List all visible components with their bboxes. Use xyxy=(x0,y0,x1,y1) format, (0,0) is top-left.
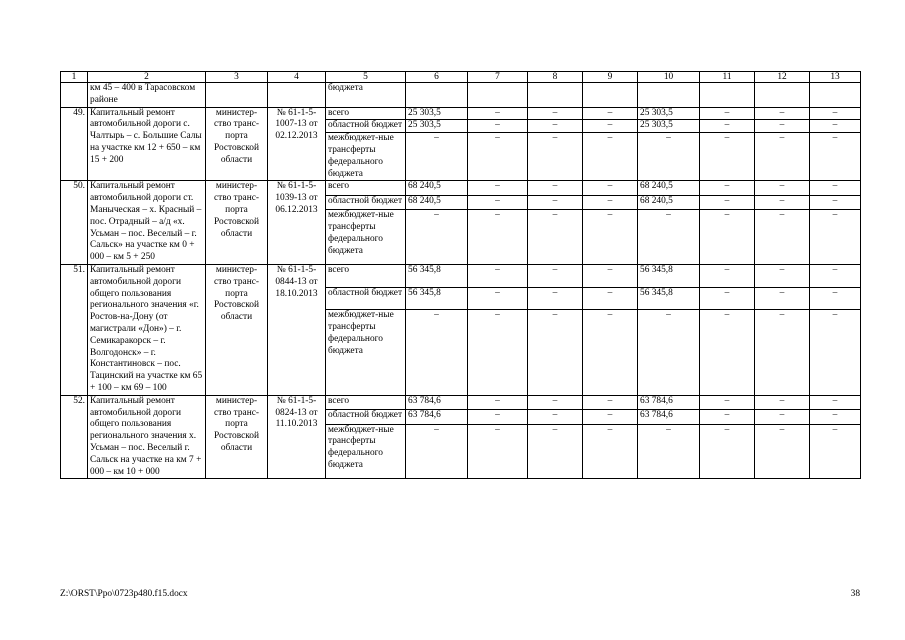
dash-cell: – xyxy=(755,310,810,395)
source-label: всего xyxy=(326,107,406,120)
file-path: Z:\ORST\Ppo\0723p480.f15.docx xyxy=(60,589,188,599)
dash-cell: – xyxy=(755,120,810,133)
amount-col10: 25 303,5 xyxy=(638,107,700,120)
object-row xyxy=(61,107,861,120)
dash-cell: – xyxy=(810,264,861,287)
dash-cell: – xyxy=(406,210,468,265)
cell xyxy=(810,83,861,108)
dash-cell: – xyxy=(468,395,528,409)
dash-cell: – xyxy=(583,310,638,395)
dash-cell: – xyxy=(700,120,755,133)
amount-col10: 63 784,6 xyxy=(638,410,700,424)
document-ref: № 61-1-5-1039-13 от 06.12.2013 xyxy=(268,181,326,265)
source-label: всего xyxy=(326,181,406,195)
amount-regional: 63 784,6 xyxy=(406,410,468,424)
dash-cell: – xyxy=(583,287,638,310)
cell xyxy=(406,83,468,108)
dash-cell: – xyxy=(755,181,810,195)
object-name: Капитальный ремонт автомобильной дороги ст. Маныческая – х. Красный – пос. Отрадный – а/д «х. Усьман – пос. Веселый – г. Сальск» на участке км 0 + 000 – км 5 + 250 xyxy=(88,181,206,265)
header-cell: 11 xyxy=(700,72,755,83)
document-ref: № 61-1-5-0824-13 от 11.10.2013 xyxy=(268,395,326,479)
dash-cell: – xyxy=(528,195,583,209)
header-cell: 7 xyxy=(468,72,528,83)
dash-cell: – xyxy=(755,210,810,265)
amount-col10: 56 345,8 xyxy=(638,287,700,310)
dash-cell: – xyxy=(406,424,468,479)
continuation-row xyxy=(61,83,861,108)
row-number: 49. xyxy=(61,107,88,181)
dash-cell: – xyxy=(583,120,638,133)
dash-cell: – xyxy=(528,120,583,133)
header-cell: 2 xyxy=(88,72,206,83)
dash-cell: – xyxy=(700,264,755,287)
dash-cell: – xyxy=(528,395,583,409)
row-number: 52. xyxy=(61,395,88,479)
document-ref: № 61-1-5-0844-13 от 18.10.2013 xyxy=(268,264,326,395)
header-cell: 12 xyxy=(755,72,810,83)
object-row xyxy=(61,181,861,195)
budget-table xyxy=(60,71,861,479)
source-label: межбюджет-ные трансферты федерального бюджета xyxy=(326,310,406,395)
source-label: всего xyxy=(326,395,406,409)
dash-cell: – xyxy=(638,210,700,265)
document-ref: № 61-1-5-1007-13 от 02.12.2013 xyxy=(268,107,326,181)
dash-cell: – xyxy=(528,410,583,424)
dash-cell: – xyxy=(700,395,755,409)
dash-cell: – xyxy=(810,395,861,409)
dash-cell: – xyxy=(700,133,755,181)
cell xyxy=(61,83,88,108)
amount-col10: 25 303,5 xyxy=(638,120,700,133)
object-row xyxy=(61,264,861,287)
object-name: Капитальный ремонт автомобильной дороги общего пользования регионального значения х. Усьман – пос. Веселый г. Сальск на участке на км 7 + 000 – км 10 + 000 xyxy=(88,395,206,479)
dash-cell: – xyxy=(700,424,755,479)
dash-cell: – xyxy=(528,310,583,395)
amount-total: 25 303,5 xyxy=(406,107,468,120)
dash-cell: – xyxy=(583,107,638,120)
dash-cell: – xyxy=(583,210,638,265)
amount-col10: 68 240,5 xyxy=(638,181,700,195)
object-name: Капитальный ремонт автомобильной дороги с. Чалтырь – с. Большие Салы на участке км 12 + 650 – км 15 + 200 xyxy=(88,107,206,181)
source-label: областной бюджет xyxy=(326,410,406,424)
amount-regional: 25 303,5 xyxy=(406,120,468,133)
cell xyxy=(638,83,700,108)
dash-cell: – xyxy=(810,210,861,265)
source-label: областной бюджет xyxy=(326,287,406,310)
dash-cell: – xyxy=(468,195,528,209)
cell xyxy=(528,83,583,108)
dash-cell: – xyxy=(468,287,528,310)
dash-cell: – xyxy=(406,310,468,395)
dash-cell: – xyxy=(810,181,861,195)
dash-cell: – xyxy=(583,181,638,195)
dash-cell: – xyxy=(468,410,528,424)
dash-cell: – xyxy=(468,120,528,133)
dash-cell: – xyxy=(528,133,583,181)
header-cell: 5 xyxy=(326,72,406,83)
dash-cell: – xyxy=(638,310,700,395)
dash-cell: – xyxy=(468,424,528,479)
dash-cell: – xyxy=(468,107,528,120)
dash-cell: – xyxy=(583,264,638,287)
source-label: межбюджет-ные трансферты федерального бюджета xyxy=(326,133,406,181)
header-cell: 9 xyxy=(583,72,638,83)
source-label: областной бюджет xyxy=(326,120,406,133)
dash-cell: – xyxy=(700,410,755,424)
dash-cell: – xyxy=(810,287,861,310)
source-label: межбюджет-ные трансферты федерального бюджета xyxy=(326,210,406,265)
object-row xyxy=(61,395,861,409)
dash-cell: – xyxy=(700,181,755,195)
dash-cell: – xyxy=(528,264,583,287)
dash-cell: – xyxy=(583,424,638,479)
dash-cell: – xyxy=(468,210,528,265)
dash-cell: – xyxy=(583,395,638,409)
cell xyxy=(755,83,810,108)
dash-cell: – xyxy=(700,195,755,209)
dash-cell: – xyxy=(468,133,528,181)
dash-cell: – xyxy=(583,133,638,181)
dash-cell: – xyxy=(810,120,861,133)
dash-cell: – xyxy=(810,410,861,424)
row-number: 50. xyxy=(61,181,88,265)
amount-regional: 68 240,5 xyxy=(406,195,468,209)
responsible-org: министер-ство транс-порта Ростовской области xyxy=(206,264,268,395)
responsible-org: министер-ство транс-порта Ростовской области xyxy=(206,181,268,265)
dash-cell: – xyxy=(583,195,638,209)
dash-cell: – xyxy=(755,410,810,424)
cell xyxy=(468,83,528,108)
header-cell: 8 xyxy=(528,72,583,83)
source-label: бюджета xyxy=(326,83,406,108)
dash-cell: – xyxy=(755,424,810,479)
dash-cell: – xyxy=(810,310,861,395)
cell xyxy=(583,83,638,108)
dash-cell: – xyxy=(755,133,810,181)
dash-cell: – xyxy=(638,424,700,479)
header-cell: 10 xyxy=(638,72,700,83)
dash-cell: – xyxy=(528,210,583,265)
cell xyxy=(700,83,755,108)
dash-cell: – xyxy=(700,107,755,120)
source-label: межбюджет-ные трансферты федерального бюджета xyxy=(326,424,406,479)
amount-col10: 56 345,8 xyxy=(638,264,700,287)
dash-cell: – xyxy=(583,410,638,424)
source-label: областной бюджет xyxy=(326,195,406,209)
amount-col10: 63 784,6 xyxy=(638,395,700,409)
dash-cell: – xyxy=(528,107,583,120)
amount-total: 63 784,6 xyxy=(406,395,468,409)
dash-cell: – xyxy=(468,181,528,195)
dash-cell: – xyxy=(528,181,583,195)
responsible-org: министер-ство транс-порта Ростовской области xyxy=(206,107,268,181)
header-cell: 6 xyxy=(406,72,468,83)
cell xyxy=(268,83,326,108)
dash-cell: – xyxy=(528,287,583,310)
dash-cell: – xyxy=(755,264,810,287)
header-cell: 4 xyxy=(268,72,326,83)
dash-cell: – xyxy=(755,395,810,409)
dash-cell: – xyxy=(700,310,755,395)
amount-regional: 56 345,8 xyxy=(406,287,468,310)
dash-cell: – xyxy=(468,310,528,395)
dash-cell: – xyxy=(810,107,861,120)
amount-total: 68 240,5 xyxy=(406,181,468,195)
dash-cell: – xyxy=(638,133,700,181)
amount-col10: 68 240,5 xyxy=(638,195,700,209)
responsible-org: министер-ство транс-порта Ростовской области xyxy=(206,395,268,479)
header-row xyxy=(61,72,861,83)
amount-total: 56 345,8 xyxy=(406,264,468,287)
dash-cell: – xyxy=(755,195,810,209)
page-number: 38 xyxy=(850,589,860,599)
source-label: всего xyxy=(326,264,406,287)
dash-cell: – xyxy=(528,424,583,479)
header-cell: 13 xyxy=(810,72,861,83)
dash-cell: – xyxy=(755,287,810,310)
object-name: км 45 – 400 в Тарасовском районе xyxy=(88,83,206,108)
dash-cell: – xyxy=(700,287,755,310)
dash-cell: – xyxy=(755,107,810,120)
dash-cell: – xyxy=(810,424,861,479)
object-name: Капитальный ремонт автомобильной дороги общего пользования регионального значения «г. Ростов-на-Дону (от магистрали «Дон») – г. Семикаракорск – г. Волгодонск» – г. Константиновск – пос. Тацинский на участке км 65 + 100 – км 69 – 100 xyxy=(88,264,206,395)
dash-cell: – xyxy=(810,133,861,181)
header-cell: 3 xyxy=(206,72,268,83)
header-cell: 1 xyxy=(61,72,88,83)
dash-cell: – xyxy=(468,264,528,287)
dash-cell: – xyxy=(406,133,468,181)
row-number: 51. xyxy=(61,264,88,395)
dash-cell: – xyxy=(810,195,861,209)
cell xyxy=(206,83,268,108)
dash-cell: – xyxy=(700,210,755,265)
